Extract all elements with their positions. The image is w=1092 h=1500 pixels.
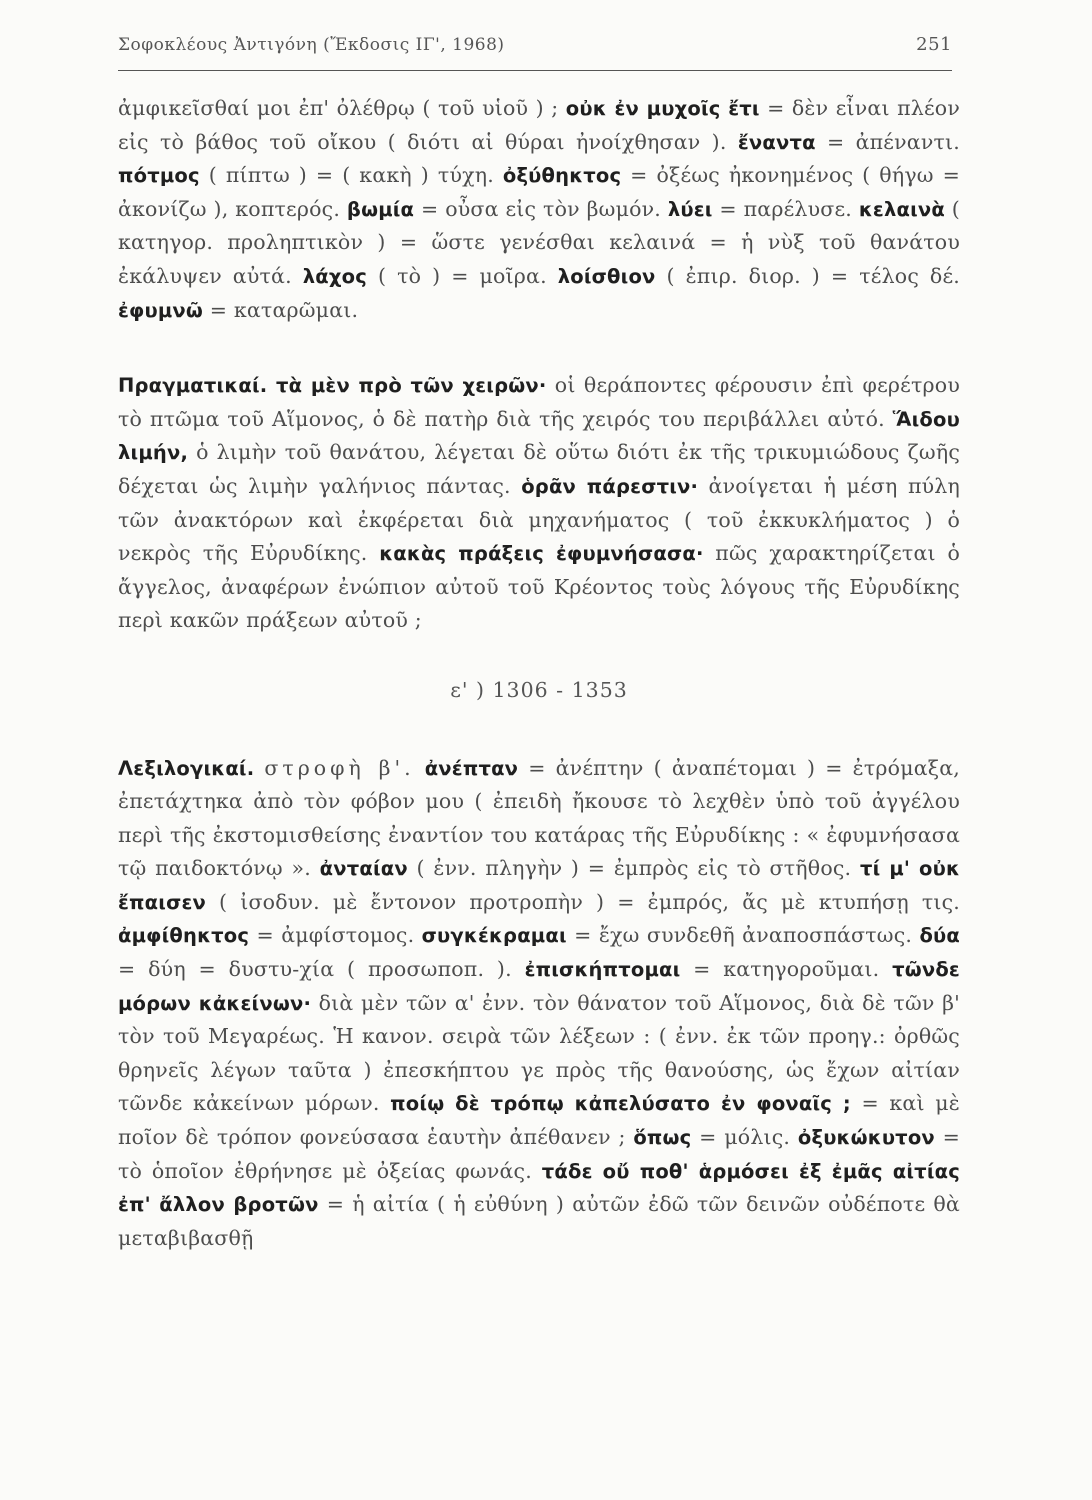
gloss-text: = οὖσα εἰς τὸν βωμόν. — [414, 196, 668, 221]
lemma: λάχος — [302, 264, 368, 288]
lemma: λοίσθιον — [557, 264, 656, 288]
gloss-text: ἀμφικεῖσθαί μοι ἐπ' ὀλέθρῳ ( τοῦ υἱοῦ ) ; — [118, 96, 566, 120]
running-title: Σοφοκλέους Ἀντιγόνη (Ἔκδοσις ΙΓ', 1968) — [118, 35, 505, 55]
gloss-text — [415, 756, 425, 780]
gloss-text: πῶς χαρακτηρίζεται ὁ ἄγγελος, ἀναφέρων ἐνώπιον αὐτοῦ τοῦ Κρέοντος τοὺς λόγους τῆς Εὐρυδίκης περὶ κακῶν πράξεων αὐτοῦ ; — [118, 541, 960, 633]
lemma: συγκέκραμαι — [421, 924, 567, 948]
lemma: ἀνέπταν — [424, 756, 519, 780]
lemma: πότμος — [118, 164, 200, 188]
section-heading: ε' ) 1306 - 1353 — [450, 677, 628, 702]
lemma: ἀνταίαν — [319, 857, 408, 881]
lemma: ἀμφίθηκτος — [118, 924, 250, 948]
lemma: ὅπως — [633, 1126, 692, 1150]
gloss-text: = ἀμφίστομος. — [249, 923, 422, 948]
paragraph-glossary — [118, 92, 960, 327]
gloss-text: = καταρῶμαι. — [203, 297, 359, 322]
gloss-text: ( ἐνν. πληγὴν ) = ἐμπρὸς εἰς τὸ στῆθος. — [407, 856, 860, 881]
page-number: 251 — [916, 34, 952, 55]
lemma: Πραγματικαί. τὰ μὲν πρὸ τῶν χειρῶν· — [118, 374, 547, 398]
gloss-text: = ἔχω συνδεθῆ ἀναποσπάστως. — [566, 923, 920, 948]
gloss-text: ( ἐπιρ. διορ. ) = τέλος δέ. — [655, 263, 961, 288]
lemma: δύα — [919, 924, 960, 948]
paragraph-lexilogikai — [118, 752, 960, 1256]
lemma: κακὰς πράξεις ἐφυμνήσασα· — [379, 542, 704, 566]
gloss-text: ( ἰσοδυν. μὲ ἔντονον προτροπὴν ) = ἐμπρός, ἄς μὲ κτυπήσῃ τις. — [206, 889, 960, 914]
lemma: ὀξύθηκτος — [502, 164, 622, 188]
lemma: λύει — [667, 197, 713, 221]
gloss-text: ( κατηγορ. προληπτικὸν ) = ὥστε γενέσθαι κελαινά = ἡ νὺξ τοῦ θανάτου ἐκάλυψεν αὐτά. — [118, 196, 960, 288]
gloss-text: = κατηγοροῦμαι. — [680, 957, 893, 982]
lemma: οὐκ ἐν μυχοῖς ἔτι — [565, 97, 760, 120]
gloss-text: ὁ λιμὴν τοῦ θανάτου, λέγεται δὲ οὕτω διότι ἐκ τῆς τρικυμιώδους ζωῆς δέχεται ὡς λιμὴν γαλήνιος πάντας. — [118, 440, 960, 498]
gloss-text: διὰ μὲν τῶν α' ἐνν. τὸν θάνατον τοῦ Αἵμονος, διὰ δὲ τῶν β' τὸν τοῦ Μεγαρέως. Ἡ κανον. σειρὰ τῶν λέξεων : ( ἐνν. ἐκ τῶν προηγ.: ὀρθῶς θρηνεῖς λέγων ταῦτα ) ἐπεσκήπτου γε πρὸς τῆς θανούσης, ὡς ἔχων αἰτίαν τῶνδε κἀκείνων μόρων. — [118, 990, 960, 1116]
lemma: ἐφυμνῶ — [118, 298, 204, 322]
lemma: Λεξιλογικαί. — [118, 756, 255, 780]
lemma: ἔναντα — [737, 130, 816, 154]
running-header — [118, 34, 952, 71]
gloss-text: ( πίπτω ) = ( κακὴ ) τύχη. — [199, 163, 503, 188]
gloss-text: = τὸ ὁποῖον ἐθρήνησε μὲ ὀξείας φωνάς. — [118, 1125, 961, 1183]
gloss-text: = ἀπέναντι. — [815, 129, 960, 154]
gloss-text: = δὲν εἶναι πλέον εἰς τὸ βάθος τοῦ οἴκου ( διότι αἱ θύραι ἠνοίχθησαν ). — [118, 96, 961, 154]
lemma: ὀξυκώκυτον — [797, 1126, 935, 1150]
page-body — [118, 92, 960, 1255]
lemma: ἐπισκήπτομαι — [524, 958, 681, 982]
gloss-text: = παρέλυσε. — [712, 196, 859, 221]
lemma: βωμία — [346, 197, 415, 221]
paragraph-pragmatikai — [118, 369, 960, 638]
gloss-text: οἱ θεράποντες φέρουσιν ἐπὶ φερέτρου τὸ πτῶμα τοῦ Αἵμονος, ὁ δὲ πατὴρ διὰ τῆς χειρός του περιβάλλει αὐτό. — [118, 373, 960, 431]
lemma: κελαινὰ — [858, 197, 945, 221]
lemma: ποίῳ δὲ τρόπῳ κἀπελύσατο ἐν φοναῖς ; — [390, 1092, 851, 1116]
lemma: τάδε οὔ ποθ' ἁρμόσει ἐξ ἐμᾶς αἰτίας ἐπ' ἄλλον βροτῶν — [118, 1159, 960, 1217]
gloss-text: = ὀξέως ἠκονημένος ( θήγω = ἀκονίζω ), κοπτερός. — [118, 163, 960, 221]
gloss-text: ( τὸ ) = μοῖρα. — [367, 263, 558, 288]
gloss-text: = μόλις. — [691, 1125, 798, 1150]
lemma: Ἅιδου λιμήν, — [118, 407, 960, 465]
lemma: ὁρᾶν πάρεστιν· — [521, 474, 699, 498]
gloss-text: = δύη = δυστυ-χία ( προσωποπ. ). — [118, 957, 525, 982]
spaced-text: στροφὴ β'. — [264, 755, 415, 780]
gloss-text: = ἀνέπτην ( ἀναπέτομαι ) = ἐτρόμαξα, ἐπετάχτηκα ἀπὸ τὸν φόβον μου ( ἐπειδὴ ἤκουσε τὸ λεχθὲν ὑπὸ τοῦ ἀγγέλου περὶ τῆς ἐκστομισθείσης ἐναντίον του κατάρας τῆς Εὐρυδίκης : « ἐφυμνήσασα τῷ παιδοκτόνῳ ». — [118, 755, 961, 881]
gloss-text: ἀνοίγεται ἡ μέση πύλη τῶν ἀνακτόρων καὶ ἐκφέρεται διὰ μηχανήματος ( τοῦ ἐκκυκλήματος ) ὁ νεκρὸς τῆς Εὐρυδίκης. — [118, 473, 960, 566]
lemma: τῶνδε μόρων κἀκείνων· — [118, 958, 960, 1015]
lemma: τί μ' οὐκ ἔπαισεν — [118, 857, 961, 914]
gloss-text: = καὶ μὲ ποῖον δὲ τρόπον φονεύσασα ἑαυτὴν ἀπέθανεν ; — [118, 1091, 960, 1150]
gloss-text — [254, 756, 264, 780]
gloss-text: = ἡ αἰτία ( ἡ εὐθύνη ) αὐτῶν ἐδῶ τῶν δεινῶν οὐδέποτε θὰ μεταβιβασθῇ — [118, 1192, 960, 1250]
